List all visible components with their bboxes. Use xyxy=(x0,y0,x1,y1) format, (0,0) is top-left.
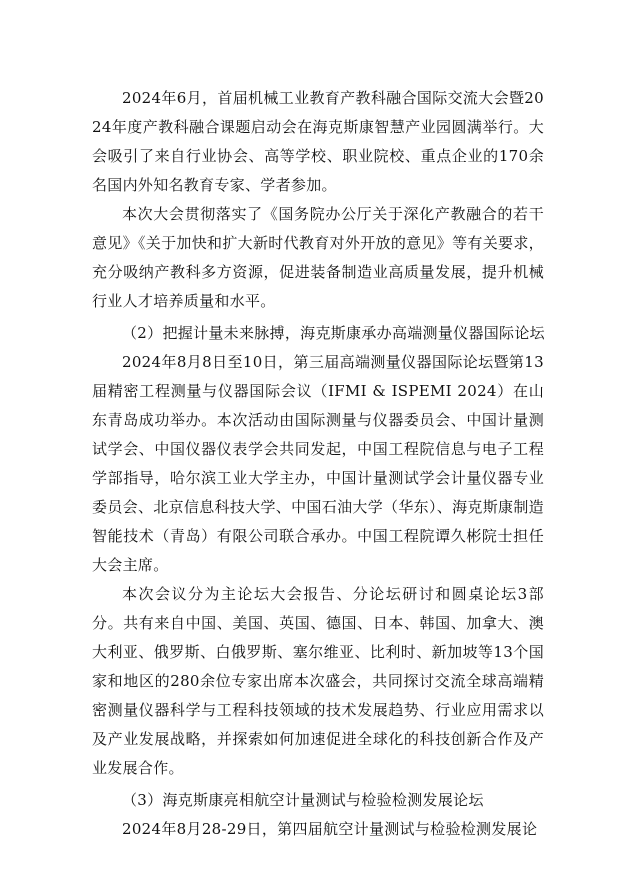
section-heading-2: （2）把握计量未来脉搏，海克斯康承办高端测量仪器国际论坛 xyxy=(122,324,545,342)
paragraph-conference-policy: 本次大会贯彻落实了《国务院办公厅关于深化产教融合的若干意见》《关于加快和扩大新时代教育对外开放的意见》等有关要求，充分吸纳产教科多方资源，促进装备制造业高质量发展，提升机械行业人才培养质量和水平。 xyxy=(92,205,544,310)
document-body xyxy=(92,84,544,844)
paragraph-conference-2024-june: 2024年6月，首届机械工业教育产教科融合国际交流大会暨2024年度产教科融合课题启动会在海克斯康智慧产业园圆满举行。大会吸引了来自行业协会、高等学校、职业院校、重点企业的170余名国内外知名教育专家、学者参加。 xyxy=(92,89,544,194)
section-heading-3: （3）海克斯康亮相航空计量测试与检验检测发展论坛 xyxy=(122,791,484,809)
paragraph-forum-sessions: 本次会议分为主论坛大会报告、分论坛研讨和圆桌论坛3部分。共有来自中国、美国、英国、德国、日本、韩国、加拿大、澳大利亚、俄罗斯、白俄罗斯、塞尔维亚、比利时、新加坡等13个国家和地区的280余位专家出席本次盛会，共同探讨交流全球高端精密测量仪器科学与工程科技领域的技术发展趋势、行业应用需求以及产业发展战略，并探索如何加速促进全球化的科技创新合作及产业发展合作。 xyxy=(92,585,544,777)
paragraph-forum-august: 2024年8月8日至10日，第三届高端测量仪器国际论坛暨第13届精密工程测量与仪器国际会议（IFMI & ISPEMI 2024）在山东青岛成功举办。本次活动由国际测量与仪器委员会、中国计量测试学会、中国仪器仪表学会共同发起，中国工程院信息与电子工程学部指导，哈尔滨工业大学主办，中国计量测试学会计量仪器专业委员会、北京信息科技大学、中国石油大学（华东）、海克斯康制造智能技术（青岛）有限公司联合承办。中国工程院谭久彬院士担任大会主席。 xyxy=(92,353,544,574)
paragraph-aviation-forum: 2024年8月28-29日，第四届航空计量测试与检验检测发展论 xyxy=(122,820,538,838)
